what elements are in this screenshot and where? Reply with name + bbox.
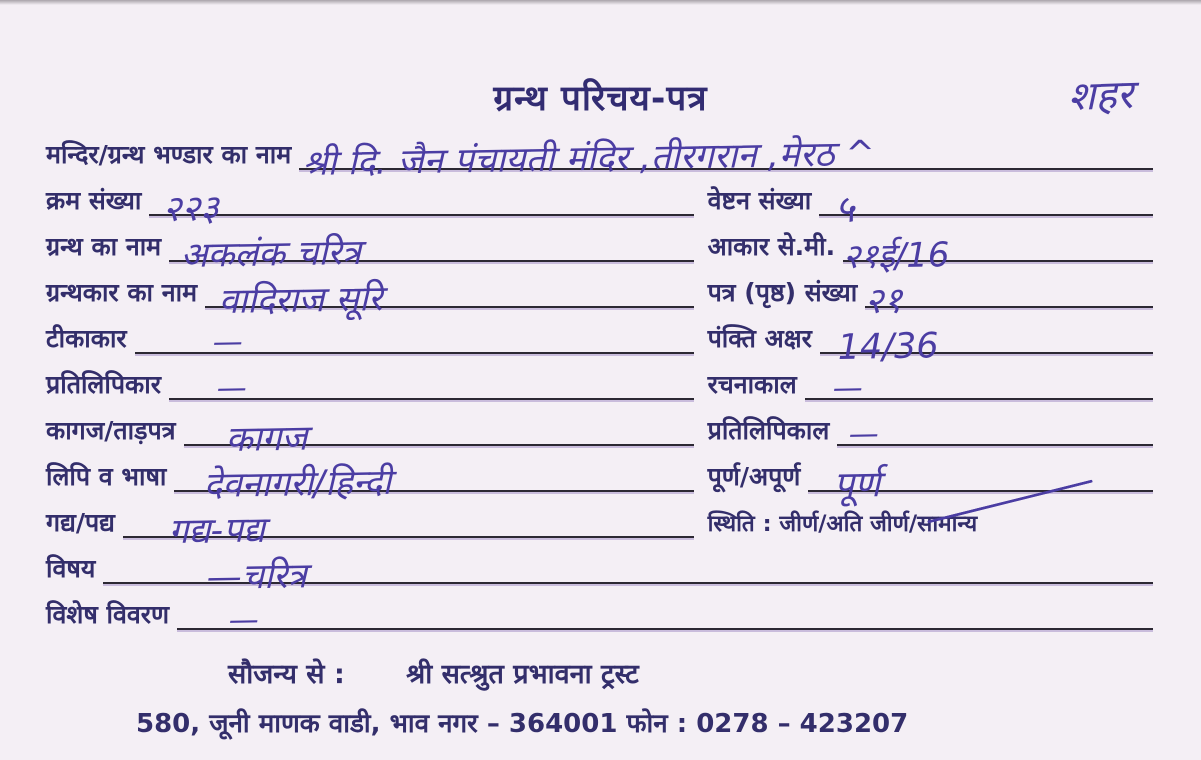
field-line	[103, 548, 1153, 598]
handwritten-value: वादिराज सूरि	[218, 279, 383, 322]
field-line	[174, 456, 693, 506]
field-line	[842, 226, 1153, 277]
row-bhandar-name	[46, 124, 1153, 184]
field-special-details	[46, 594, 1153, 638]
field-rows	[46, 124, 1153, 638]
field-label: स्थिति : जीर्ण/अति जीर्ण/सामान्य	[707, 511, 978, 538]
field-label: कागज/ताड़पत्र	[46, 416, 176, 446]
field-copyist	[46, 364, 694, 406]
field-label: प्रतिलिपिकार	[46, 370, 161, 400]
field-size-cm	[707, 226, 1153, 277]
row-copyist-composition	[46, 354, 1153, 406]
field-line	[299, 134, 1153, 184]
field-prose-verse	[46, 502, 694, 552]
handwritten-value: अकलंक चरित्र	[180, 232, 362, 276]
field-line	[184, 410, 694, 460]
field-bundle-number	[707, 180, 1153, 231]
field-line	[985, 504, 1153, 538]
handwritten-value: पूर्ण	[833, 464, 881, 506]
handwritten-value: २१	[864, 280, 903, 322]
field-script-language	[46, 456, 694, 506]
field-label: आकार से.मी.	[707, 232, 836, 262]
field-granth-name	[46, 226, 694, 276]
handwritten-value: —	[228, 602, 260, 638]
trust-name: श्री सत्श्रुत प्रभावना ट्रस्ट	[406, 659, 639, 690]
field-label: पत्र (पृष्ठ) संख्या	[707, 278, 858, 308]
handwritten-value: ५	[834, 186, 856, 231]
field-label: लिपि व भाषा	[46, 462, 167, 492]
field-line	[864, 272, 1153, 322]
field-label: क्रम संख्या	[46, 186, 142, 216]
handwritten-value: —	[832, 370, 863, 406]
field-line	[808, 456, 1153, 506]
field-completeness	[707, 456, 1153, 506]
courtesy-label: सौजन्य से :	[228, 659, 345, 690]
field-line	[169, 364, 694, 406]
field-line	[123, 502, 694, 552]
field-label: पंक्ति अक्षर	[707, 324, 812, 354]
field-bhandar-name	[46, 134, 1153, 184]
handwritten-value: २१ई/16	[842, 235, 950, 277]
field-line	[135, 318, 694, 360]
field-line	[149, 180, 693, 230]
field-label: विषय	[46, 554, 96, 584]
handwritten-value: कागज	[224, 418, 308, 460]
handwritten-value: श्री दि. जैन पंचायती मंदिर ,तीरगरान ,मेरठ ^	[302, 134, 876, 184]
field-label: ग्रन्थ का नाम	[46, 232, 162, 262]
field-lines-letters	[707, 318, 1153, 368]
field-label: पूर्ण/अपूर्ण	[707, 462, 801, 492]
field-line	[805, 364, 1153, 406]
field-commentator	[46, 318, 694, 360]
field-author-name	[46, 272, 694, 322]
field-line	[205, 272, 694, 322]
field-label: प्रतिलिपिकाल	[707, 416, 830, 446]
field-serial-number	[46, 180, 694, 230]
handwritten-value: 14/36	[837, 326, 939, 368]
field-line	[819, 180, 1153, 231]
footer-address: 580, जूनी माणक वाडी, भाव नगर – 364001 फोन : 0278 – 423207	[136, 709, 909, 739]
field-label: गद्य/पद्य	[46, 508, 115, 538]
field-label: वेष्टन संख्या	[707, 186, 812, 216]
handwritten-city-note: शहर	[1067, 71, 1134, 121]
handwritten-value: —	[216, 370, 247, 406]
handwritten-value: —चरित्र	[206, 556, 308, 598]
field-label: मन्दिर/ग्रन्थ भण्डार का नाम	[46, 140, 292, 170]
field-page-count	[707, 272, 1153, 322]
field-label: विशेष विवरण	[46, 600, 170, 630]
handwritten-value: —	[212, 324, 243, 360]
field-copy-date	[707, 410, 1153, 452]
handwritten-value: देवनागरी/हिन्दी	[203, 462, 392, 506]
handwritten-value: गद्य-पद्य	[168, 510, 266, 552]
field-material	[46, 410, 694, 460]
field-line	[177, 594, 1153, 638]
field-line	[169, 226, 693, 276]
field-line	[820, 318, 1153, 368]
row-commentator-lines	[46, 308, 1153, 368]
field-label: ग्रन्थकार का नाम	[46, 278, 198, 308]
row-script-complete	[46, 446, 1153, 506]
field-line	[837, 410, 1153, 452]
page-title: ग्रन्थ परिचय-पत्र	[493, 79, 708, 119]
field-subject	[46, 548, 1153, 598]
row-material-copydate	[46, 400, 1153, 460]
field-label: रचनाकाल	[707, 370, 797, 400]
field-label: टीकाकार	[46, 324, 127, 354]
field-composition-date	[707, 364, 1153, 406]
handwritten-value: २२३	[162, 188, 220, 230]
handwritten-value: —	[848, 416, 880, 452]
footer-courtesy	[228, 654, 639, 691]
